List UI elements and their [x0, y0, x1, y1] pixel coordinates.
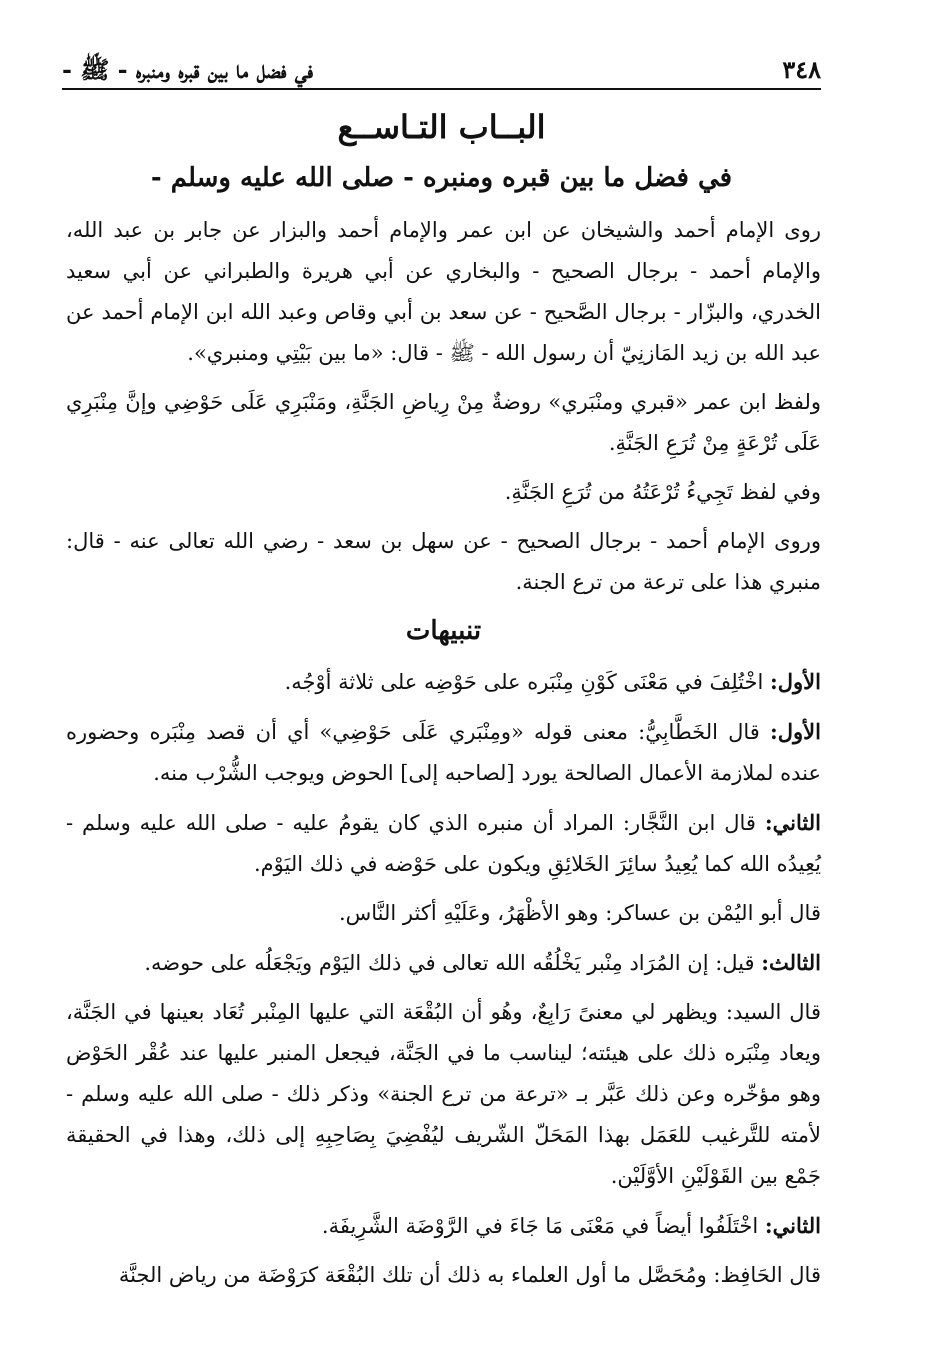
note-paragraph	[66, 1205, 821, 1247]
paragraph: ولفظ ابن عمر «قبري ومنْبَري» روضةٌ مِنْ رِياضِ الجَنَّةِ، ومَنْبَرِي عَلَى حَوْضِي وإنَّ مِنْبَرِي عَلَى تُرْعَةٍ مِنْ تُرَعِ الجَنَّةِ.	[66, 390, 821, 455]
note-paragraph: قال السيد: ويظهر لي معنىً رَابِعٌ، وهُو أن البُقْعَة التي عليها المِنْبر تُعَاد بعينها في الجَنَّة، ويعاد مِنْبَره ذلك على هيئته؛ ليناسب ما في الجَنَّة، فيجعل المنبر عليها عند عُقْر الحَوْض وهو مؤخّره وعن ذلك عَبَّر بـ «ترعة من ترع الجنة» وذكر ذلك - صلى الله عليه وسلم - لأمته للتَّرغيب للعَمَل بهذا المَحَلّ الشّريف ليُفْضِيَ بِصَاحِبِهِ إلى ذلك، وهذا في الحقيقة جَمْع بين القَوْلَيْنِ الأوَّلَيْن.	[66, 1000, 821, 1188]
page-body	[66, 210, 821, 1304]
note-label: الثالث:	[761, 950, 821, 975]
page-number: ٣٤٨	[782, 55, 821, 84]
note-label: الأول:	[770, 719, 821, 744]
paragraph: وروى الإمام أحمد - برجال الصحيح - عن سهل بن سعد - رضي الله تعالى عنه - قال: منبري هذا على ترعة من ترع الجنة.	[66, 529, 821, 594]
note-text: اخْتُلِفَ في مَعْنَى كَوْنِ مِنْبَره على حَوْضِه على ثلاثة أوْجُه.	[284, 670, 764, 694]
paragraph: وفي لفظ تَجِيءُ تُرْعَتُهُ من تُرَعِ الجَنَّةِ.	[504, 480, 821, 504]
running-header	[62, 40, 821, 90]
note-paragraph	[66, 802, 821, 885]
section-heading: تنبيهات	[405, 616, 482, 646]
paragraph: روى الإمام أحمد والشيخان عن ابن عمر والإمام أحمد والبزار عن جابر بن عبد الله، والإمام أحمد - برجال الصحيح - والبخاري عن أبي هريرة والطبراني عن أبي سعيد الخدري، والبزّار - برجال الصَّحيح - عن سعد بن أبي وقاص وعبد الله ابن الإمام أحمد عن عبد الله بن زيد المَازنِيّ أن رسول الله - ﷺ - قال: «ما بين بَيْتِي ومنبري».	[66, 218, 821, 365]
note-text: اخْتَلَفُوا أيضاً في مَعْنَى مَا جَاءَ في الرَّوْضَة الشَّرِيفَة.	[321, 1214, 759, 1238]
chapter-title: البــاب التـاســع	[337, 108, 546, 146]
note-label: الثاني:	[764, 810, 821, 835]
note-label: الأول:	[770, 669, 821, 694]
note-text: قيل: إن المُرَاد مِنْبر يَخْلُقُه الله تعالى في ذلك اليَوْم ويَجْعَلُه على حوضه.	[144, 951, 755, 975]
note-paragraph	[66, 942, 821, 984]
note-paragraph: قال أبو اليُمْن بن عساكر: وهو الأظْهَرُ، وعَلَيْهِ أكثر النَّاس.	[338, 901, 821, 925]
note-paragraph: قال الحَافِظ: ومُحَصَّل ما أول العلماء به ذلك أن تلك البُقْعَة كرَوْضَة من رياض الجنَّة	[118, 1263, 821, 1287]
chapter-subtitle: في فضل ما بين قبره ومنبره - صلى الله عليه وسلم -	[150, 163, 733, 193]
note-label: الثاني:	[764, 1213, 821, 1238]
note-paragraph	[66, 661, 821, 703]
note-paragraph	[66, 711, 821, 794]
note-text: قال ابن النَّجَّار: المراد أن منبره الذي كان يقومُ عليه - صلى الله عليه وسلم - يُعِيدُه الله كما يُعِيدُ سائِرَ الخَلائِقِ ويكون على حَوْضه في ذلك اليَوْم.	[66, 811, 821, 876]
running-title: في فضل ما بين قبره ومنبره - ﷺ -	[62, 55, 313, 84]
note-text: قال الخَطَّابِيُّ: معنى قوله «ومِنْبَري عَلَى حَوْضِي» أي أن قصد مِنْبَره وحضوره عنده لملازمة الأعمال الصالحة يورد [لصاحبه إلى] الحوض ويوجب الشُّرْب منه.	[66, 720, 821, 785]
